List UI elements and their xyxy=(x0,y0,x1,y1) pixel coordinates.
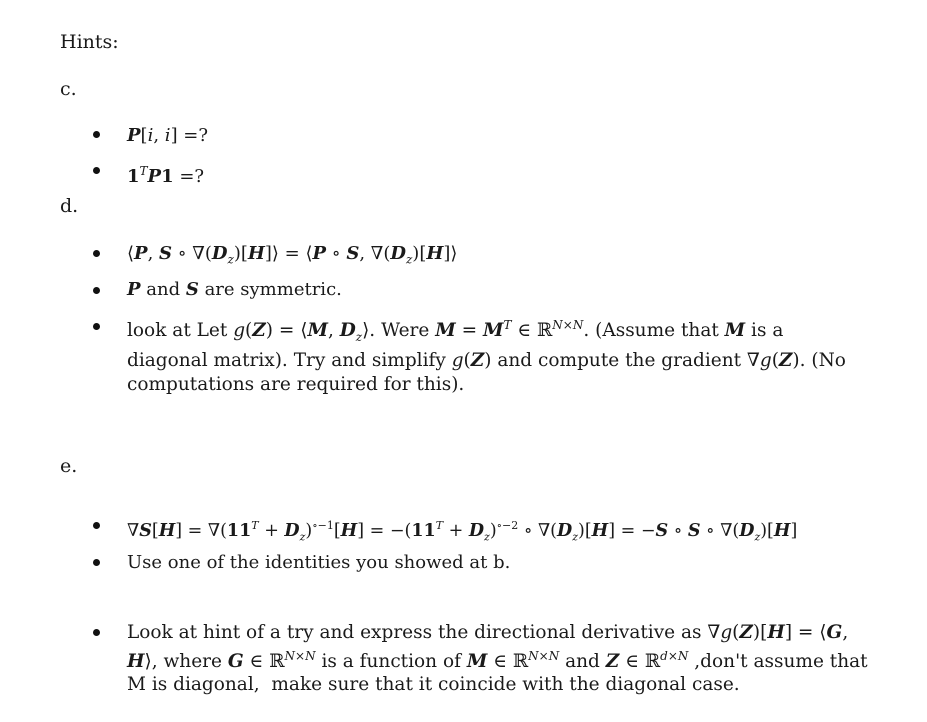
hint-d-1: ⟨P, S ∘ $\nabla(D_z)[H]⟩$ = ⟨P ∘ S, $\nabla(D_z)[H]⟩$ xyxy=(127,243,458,267)
bullet-dot xyxy=(93,287,100,294)
hint-e-1: $\nabla S[H] = \nabla(11^T + D_z)^{\circ-1}[H] = -(11^T + D_z)^{\circ-2}$ ∘ $\nabla(D_z)[H] = -S$ ∘ S ∘ $\nabla(D_z)[H]$ xyxy=(127,519,798,544)
hint-c-1: P[i, i] =? xyxy=(127,125,209,146)
hints-title: Hints: xyxy=(60,31,119,53)
hint-c-2: $1^TP1$ =? xyxy=(127,164,205,187)
bullet-dot xyxy=(93,522,100,529)
section-c-label: c. xyxy=(60,78,77,100)
bullet-dot xyxy=(93,167,100,174)
bullet-dot xyxy=(93,131,100,138)
hint-e-2: Use one of the identities you showed at b. xyxy=(127,552,511,573)
bullet-dot xyxy=(93,250,100,257)
hint-d-2: P and S are symmetric. xyxy=(127,279,342,300)
bullet-dot xyxy=(93,323,100,330)
section-d-label: d. xyxy=(60,195,79,217)
hint-d-3: look at Let g(Z) = ⟨M, $D_z⟩$. Were $M = M^T$ ∈ ℝ$^{N\times N}$. (Assume that M is a diagonal matrix). Try and simplify g(Z) and compute the gradient ∇g(Z). (No computations are required for this). xyxy=(127,318,846,395)
hint-e-3: Look at hint of a try and express the directional derivative as ∇g(Z)[H] = ⟨G, H⟩, where G ∈ ℝ$^{N\times N}$ is a function of M ∈ ℝ$^{N\times N}$ and Z ∈ ℝ$^{d\times N}$ ,don't assume that M is diagonal, make sure that it coincide with the diagonal case. xyxy=(127,622,868,696)
bullet-dot xyxy=(93,559,100,566)
section-e-label: e. xyxy=(60,455,78,477)
bullet-dot xyxy=(93,629,100,636)
